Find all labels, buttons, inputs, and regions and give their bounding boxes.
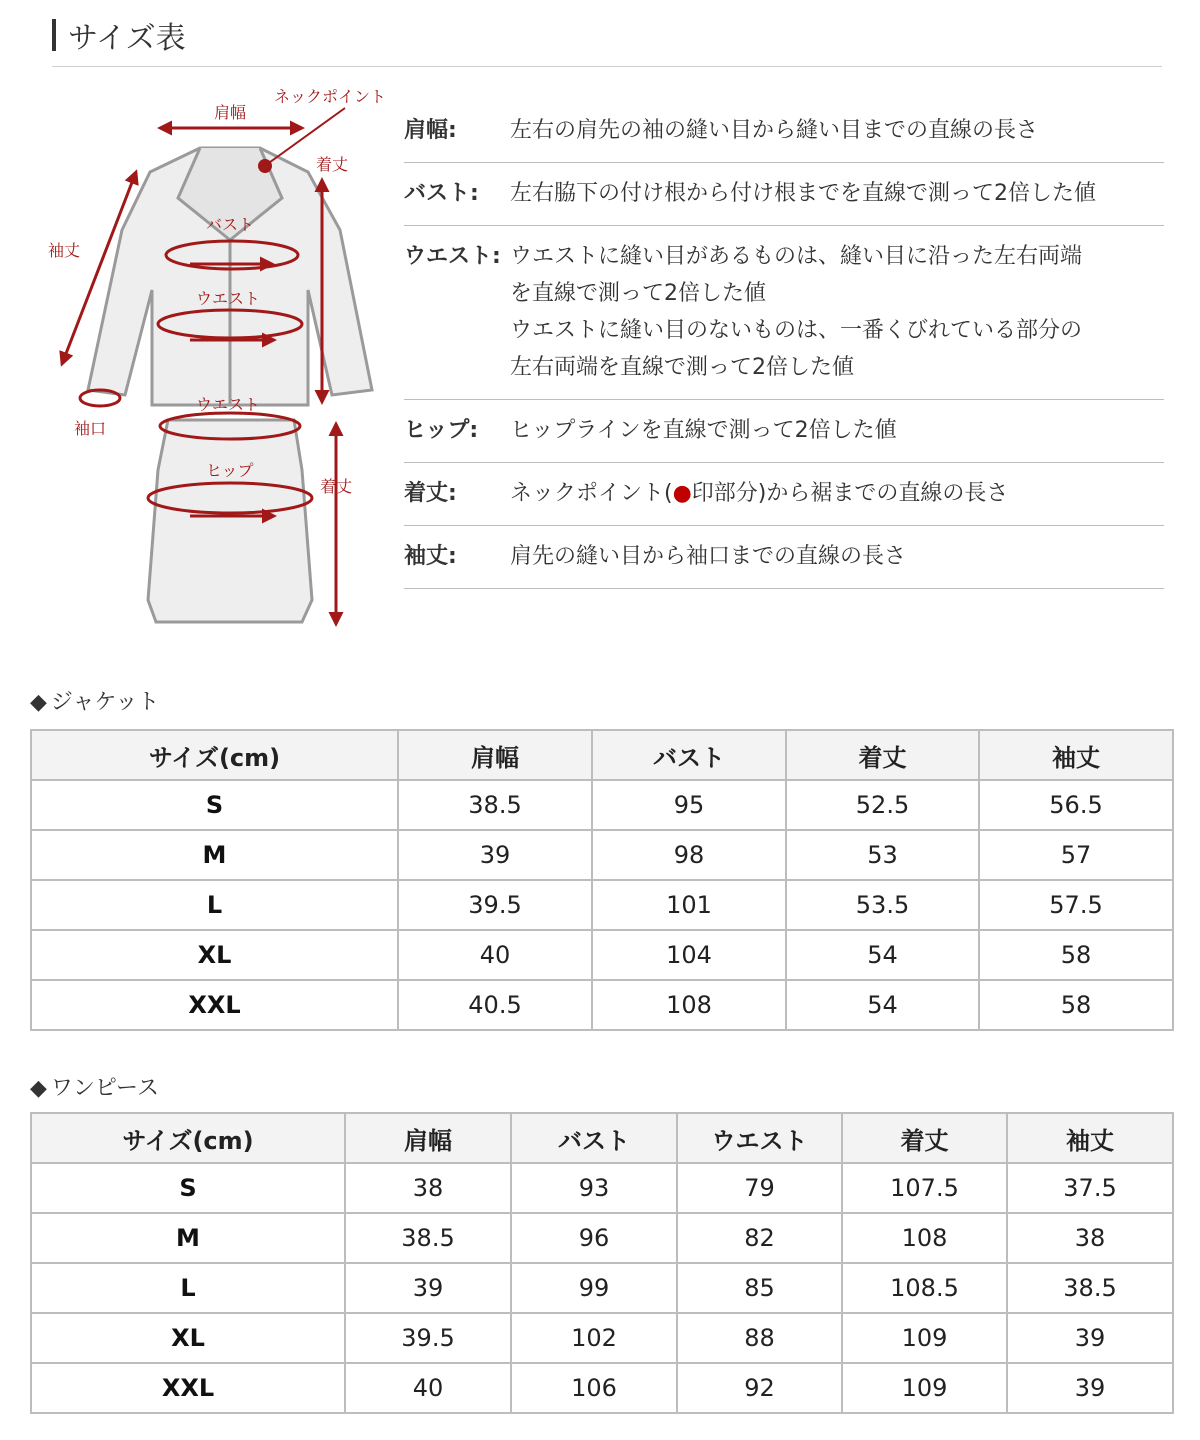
table-cell: 39.5 — [345, 1313, 511, 1363]
jacket-label-text: ジャケット — [50, 690, 160, 715]
table-cell: 88 — [677, 1313, 842, 1363]
table-cell: 109 — [842, 1363, 1007, 1413]
page-title — [52, 14, 186, 56]
table-cell: 108.5 — [842, 1263, 1007, 1313]
neck-point-dot-icon: ● — [672, 481, 692, 506]
column-header: 肩幅 — [398, 730, 592, 780]
table-cell: 101 — [592, 880, 786, 930]
definition-desc: ヒップラインを直線で測って2倍した値 — [510, 418, 897, 443]
table-cell: 38.5 — [398, 780, 592, 830]
column-header: 肩幅 — [345, 1113, 511, 1163]
table-cell: 108 — [842, 1213, 1007, 1263]
definition-desc — [510, 475, 1164, 512]
definition-sleeve — [404, 526, 1164, 589]
size-cell: XXL — [31, 1363, 345, 1413]
definition-bust — [404, 163, 1164, 226]
table-cell: 104 — [592, 930, 786, 980]
column-header: 袖丈 — [979, 730, 1173, 780]
table-cell: 92 — [677, 1363, 842, 1413]
table-row — [31, 780, 1173, 830]
waist-top-label: ウエスト — [196, 289, 261, 308]
onepiece-size-table — [30, 1112, 1174, 1414]
table-cell: 57 — [979, 830, 1173, 880]
table-cell: 40 — [398, 930, 592, 980]
column-header: サイズ(cm) — [31, 730, 398, 780]
title-bar — [52, 19, 56, 51]
cuff-label: 袖口 — [74, 419, 107, 438]
definition-desc: 左右脇下の付け根から付け根までを直線で測って2倍した値 — [510, 181, 1096, 206]
onepiece-section-label — [30, 1074, 159, 1104]
table-cell: 38.5 — [345, 1213, 511, 1263]
size-cell: XL — [31, 1313, 345, 1363]
neck-point-dot — [258, 159, 272, 173]
column-header: バスト — [592, 730, 786, 780]
definition-line: ウエストに縫い目があるものは、縫い目に沿った左右両端 — [510, 244, 1083, 269]
top-length-label: 着丈 — [316, 155, 349, 174]
size-cell: M — [31, 830, 398, 880]
table-cell: 38.5 — [1007, 1263, 1173, 1313]
bottom-length-label: 着丈 — [320, 477, 353, 496]
table-cell: 40 — [345, 1363, 511, 1413]
table-cell: 109 — [842, 1313, 1007, 1363]
neck-point-label: ネックポイント — [274, 87, 387, 106]
table-cell: 38 — [1007, 1213, 1173, 1263]
table-header-row — [31, 730, 1173, 780]
definition-term: 着丈: — [404, 481, 457, 506]
table-cell: 38 — [345, 1163, 511, 1213]
definition-term: ヒップ: — [404, 418, 479, 443]
table-cell: 93 — [511, 1163, 677, 1213]
table-cell: 54 — [786, 930, 979, 980]
sleeve-label: 袖丈 — [48, 241, 81, 260]
table-cell: 106 — [511, 1363, 677, 1413]
definition-shoulder — [404, 100, 1164, 163]
size-cell: S — [31, 780, 398, 830]
column-header: バスト — [511, 1113, 677, 1163]
table-row — [31, 980, 1173, 1030]
size-cell: XXL — [31, 980, 398, 1030]
definition-term: 袖丈: — [404, 544, 457, 569]
table-cell: 96 — [511, 1213, 677, 1263]
size-cell: XL — [31, 930, 398, 980]
table-cell: 54 — [786, 980, 979, 1030]
table-cell: 79 — [677, 1163, 842, 1213]
table-row — [31, 1163, 1173, 1213]
table-cell: 39 — [1007, 1313, 1173, 1363]
table-cell: 58 — [979, 930, 1173, 980]
jacket-size-table — [30, 729, 1174, 1031]
shoulder-label: 肩幅 — [214, 103, 247, 122]
definition-term: バスト: — [404, 181, 479, 206]
column-header: ウエスト — [677, 1113, 842, 1163]
table-cell: 39 — [1007, 1363, 1173, 1413]
definition-hip — [404, 400, 1164, 463]
table-cell: 40.5 — [398, 980, 592, 1030]
definition-line: ウエストに縫い目のないものは、一番くびれている部分の — [510, 318, 1083, 343]
table-row — [31, 880, 1173, 930]
table-cell: 102 — [511, 1313, 677, 1363]
definition-desc: 肩先の縫い目から袖口までの直線の長さ — [510, 544, 907, 569]
table-row — [31, 1263, 1173, 1313]
table-cell: 57.5 — [979, 880, 1173, 930]
table-row — [31, 1213, 1173, 1263]
definition-line: を直線で測って2倍した値 — [510, 281, 766, 306]
onepiece-label-text: ワンピース — [50, 1076, 159, 1101]
table-cell: 39 — [398, 830, 592, 880]
page-title-text: サイズ表 — [68, 21, 186, 56]
definition-line: 左右両端を直線で測って2倍した値 — [510, 355, 854, 380]
definition-length — [404, 463, 1164, 526]
diamond-icon: ◆ — [30, 690, 47, 715]
measurement-diagram — [40, 80, 400, 640]
definition-term: ウエスト: — [404, 244, 501, 269]
column-header: 着丈 — [786, 730, 979, 780]
table-cell: 39 — [345, 1263, 511, 1313]
table-row — [31, 1313, 1173, 1363]
skirt-illustration — [148, 420, 312, 622]
table-cell: 85 — [677, 1263, 842, 1313]
table-cell: 98 — [592, 830, 786, 880]
measurement-definitions — [404, 100, 1164, 589]
column-header: 袖丈 — [1007, 1113, 1173, 1163]
table-cell: 53 — [786, 830, 979, 880]
table-cell: 82 — [677, 1213, 842, 1263]
table-cell: 52.5 — [786, 780, 979, 830]
table-cell: 108 — [592, 980, 786, 1030]
definition-term: 肩幅: — [404, 118, 457, 143]
table-cell: 37.5 — [1007, 1163, 1173, 1213]
column-header: 着丈 — [842, 1113, 1007, 1163]
table-cell: 99 — [511, 1263, 677, 1313]
size-cell: L — [31, 1263, 345, 1313]
table-cell: 39.5 — [398, 880, 592, 930]
definition-text: ネックポイント( — [510, 481, 673, 506]
jacket-section-label — [30, 688, 159, 718]
definition-waist — [404, 226, 1164, 400]
diamond-icon: ◆ — [30, 1076, 47, 1101]
table-cell: 53.5 — [786, 880, 979, 930]
table-row — [31, 1363, 1173, 1413]
table-row — [31, 830, 1173, 880]
column-header: サイズ(cm) — [31, 1113, 345, 1163]
size-cell: L — [31, 880, 398, 930]
size-cell: S — [31, 1163, 345, 1213]
definition-desc: 左右の肩先の袖の縫い目から縫い目までの直線の長さ — [510, 118, 1039, 143]
definition-text: 印部分)から裾までの直線の長さ — [691, 481, 1009, 506]
size-cell: M — [31, 1213, 345, 1263]
definition-desc — [510, 238, 1164, 386]
title-divider — [52, 66, 1162, 67]
table-header-row — [31, 1113, 1173, 1163]
waist-bottom-label: ウエスト — [196, 395, 261, 414]
table-cell: 58 — [979, 980, 1173, 1030]
table-row — [31, 930, 1173, 980]
hip-label: ヒップ — [206, 461, 254, 480]
table-cell: 107.5 — [842, 1163, 1007, 1213]
table-cell: 95 — [592, 780, 786, 830]
table-cell: 56.5 — [979, 780, 1173, 830]
bust-label: バスト — [206, 215, 255, 234]
